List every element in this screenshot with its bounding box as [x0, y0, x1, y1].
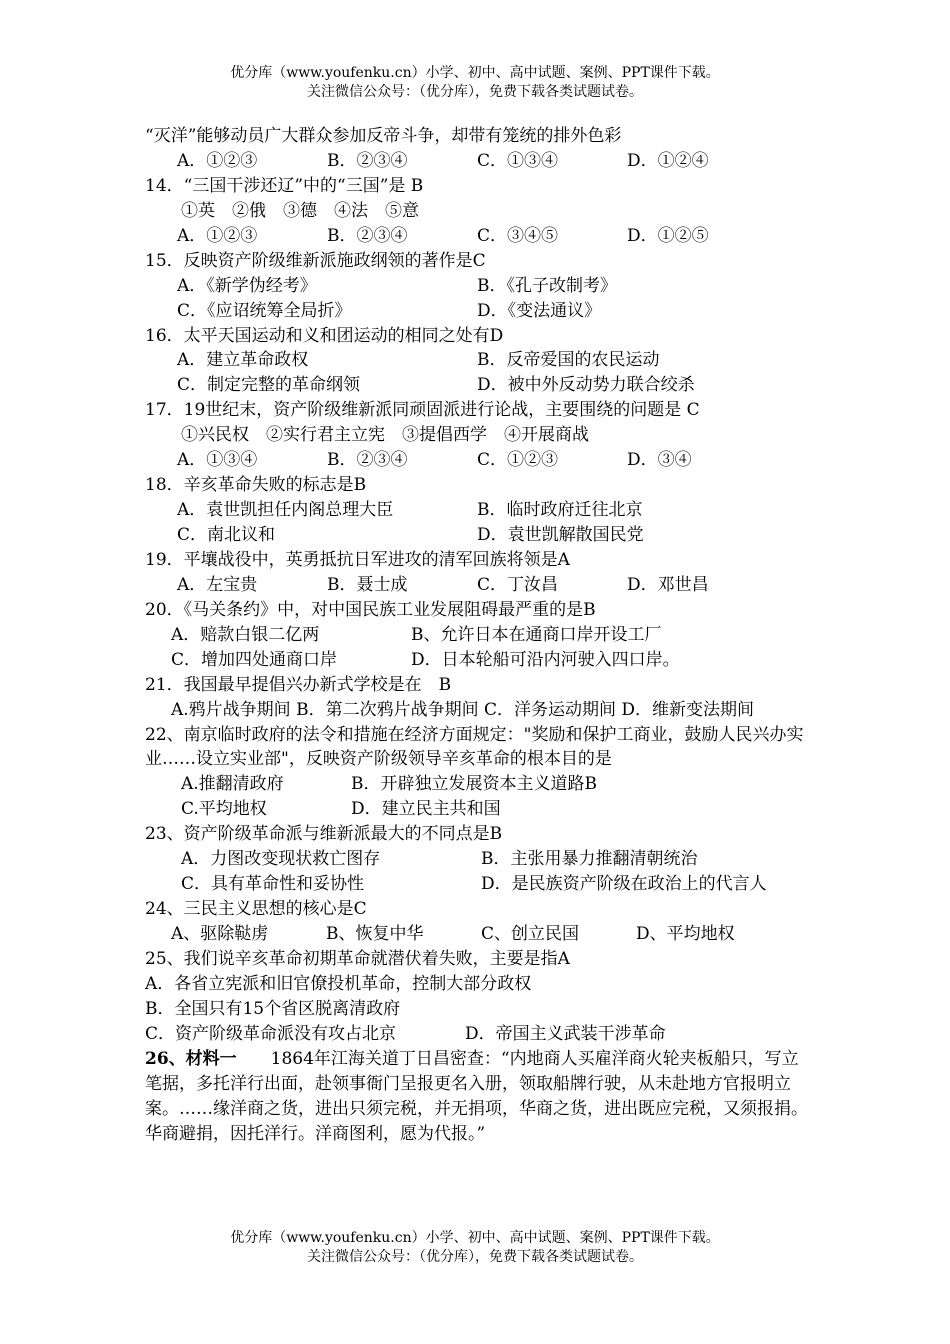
- q14-items: ①英 ②俄 ③德 ④法 ⑤意: [181, 200, 419, 221]
- q25-option-c: C．资产阶级革命派没有攻占北京: [145, 1023, 397, 1044]
- q21-options: A.鸦片战争期间 B．第二次鸦片战争期间 C．洋务运动期间 D．维新变法期间: [171, 699, 755, 720]
- q14-option-c: C．③④⑤: [477, 225, 559, 246]
- page-header: [0, 64, 950, 102]
- q18-option-d: D．袁世凯解散国民党: [477, 525, 644, 545]
- q22-option-d: D．建立民主共和国: [351, 799, 501, 820]
- q18-option-a: A．袁世凯担任内阁总理大臣: [177, 500, 394, 521]
- question-15: 15．反映资产阶级维新派施政纲领的著作是C: [145, 250, 486, 271]
- question-21: 21．我国最早提倡兴办新式学校是在 B: [145, 674, 452, 695]
- question-22: 22、南京临时政府的法令和措施在经济方面规定："奖励和保护工商业，鼓励人民兴办实业……设立实业部"，反映资产阶级领导辛亥革命的根本目的是: [145, 724, 804, 770]
- q13-option-b: B．②③④: [327, 150, 408, 171]
- q13-options: [145, 149, 815, 174]
- q22-option-b: B．开辟独立发展资本主义道路B: [351, 774, 597, 795]
- q17-option-b: B．②③④: [327, 450, 408, 471]
- q15-options-ab: [145, 274, 815, 299]
- q17-option-a: A．①③④: [177, 450, 258, 471]
- q14-options: [145, 224, 815, 249]
- material-text: 1864年江海关道丁日昌密查：“内地商人买雇洋商火轮夹板船只，写立笔据，多托洋行出面，赴领事衙门呈报更名入册，领取船牌行驶，从未赴地方官报明立案。……缘洋商之货，进出只须完税，并无捐项，华商之货，进出既应完税，又须报捐。华商避捐，因托洋行。洋商图利，愿为代报。”: [145, 1048, 808, 1144]
- q24-options: [145, 922, 815, 947]
- footer-line-1: 优分库（www.youfenku.cn）小学、初中、高中试题、案例、PPT课件下载。: [230, 1230, 720, 1246]
- q13-option-d: D．①②④: [627, 150, 709, 171]
- q25-option-b: B．全国只有15个省区脱离清政府: [145, 998, 401, 1019]
- q15-option-a: A．《新学伪经考》: [177, 275, 317, 296]
- q23-option-b: B．主张用暴力推翻清朝统治: [481, 849, 698, 870]
- q22-options-cd: [145, 797, 815, 822]
- q15-option-c: C．《应诏统筹全局折》: [177, 300, 352, 321]
- q25-option-a: A．各省立宪派和旧官僚投机革命，控制大部分政权: [145, 973, 532, 994]
- q15-option-d: D．《变法通议》: [477, 300, 602, 321]
- question-13-tail: “灭洋”能够动员广大群众参加反帝斗争，却带有笼统的排外色彩: [145, 126, 622, 146]
- q25-option-d: D．帝国主义武装干涉革命: [465, 1023, 666, 1044]
- q16-options-ab: [145, 348, 815, 373]
- q17-option-c: C．①②③: [477, 450, 559, 471]
- q16-option-a: A．建立革命政权: [177, 350, 309, 371]
- q19-option-b: B．聂士成: [327, 574, 408, 595]
- q14-option-d: D．①②⑤: [627, 225, 709, 246]
- q18-options-ab: [145, 498, 815, 523]
- document-body: [145, 124, 815, 1147]
- question-23: 23、资产阶级革命派与维新派最大的不同点是B: [145, 824, 503, 845]
- q24-option-d: D、平均地权: [636, 924, 735, 945]
- q15-options-cd: [145, 299, 815, 324]
- footer-line-2: 关注微信公众号：（优分库），免费下载各类试题试卷。: [307, 1249, 643, 1265]
- q18-options-cd: [145, 523, 815, 548]
- question-19: 19．平壤战役中，英勇抵抗日军进攻的清军回族将领是A: [145, 549, 570, 570]
- q20-option-a: A．赔款白银二亿两: [171, 624, 320, 645]
- q20-options-ab: [145, 623, 815, 648]
- material-label: 26、材料一: [145, 1048, 237, 1069]
- q22-option-a: A.推翻清政府: [181, 774, 284, 795]
- question-24: 24、三民主义思想的核心是C: [145, 899, 367, 920]
- q19-options: [145, 573, 815, 598]
- q14-option-b: B．②③④: [327, 225, 408, 246]
- q24-option-b: B、恢复中华: [326, 924, 424, 945]
- q16-option-c: C．制定完整的革命纲领: [177, 375, 361, 396]
- question-16: 16．太平天国运动和义和团运动的相同之处有D: [145, 325, 504, 346]
- q16-option-d: D．被中外反动势力联合绞杀: [477, 375, 695, 396]
- q19-option-c: C．丁汝昌: [477, 574, 559, 595]
- question-20: 20．《马关条约》中，对中国民族工业发展阻碍最严重的是B: [145, 599, 596, 620]
- q20-option-d: D．日本轮船可沿内河驶入四口岸。: [411, 649, 680, 670]
- question-14: 14．“三国干涉还辽”中的“三国”是 B: [145, 175, 424, 196]
- q22-option-c: C.平均地权: [181, 799, 267, 820]
- q20-option-b: B、允许日本在通商口岸开设工厂: [411, 624, 662, 645]
- page-footer: [0, 1229, 950, 1267]
- q23-option-c: C．具有革命性和妥协性: [181, 874, 365, 895]
- q24-option-c: C、创立民国: [481, 924, 580, 945]
- q17-options: [145, 448, 815, 473]
- q18-option-b: B．临时政府迁往北京: [477, 500, 643, 521]
- q13-option-a: A．①②③: [177, 150, 258, 171]
- q19-option-a: A．左宝贵: [177, 574, 258, 595]
- q20-options-cd: [145, 648, 815, 673]
- q17-option-d: D．③④: [627, 450, 692, 471]
- q15-option-b: B．《孔子改制考》: [477, 275, 617, 296]
- q16-option-b: B．反帝爱国的农民运动: [477, 350, 660, 371]
- q19-option-d: D．邓世昌: [627, 574, 709, 595]
- q25-options-cd: [145, 1022, 815, 1047]
- q13-option-c: C．①③④: [477, 150, 559, 171]
- q24-option-a: A、驱除鞑虏: [171, 924, 269, 945]
- q20-option-c: C．增加四处通商口岸: [171, 649, 338, 670]
- q22-options-ab: [145, 772, 815, 797]
- header-line-1: 优分库（www.youfenku.cn）小学、初中、高中试题、案例、PPT课件下载。: [230, 65, 720, 81]
- q23-options-ab: [145, 847, 815, 872]
- q14-option-a: A．①②③: [177, 225, 258, 246]
- question-25: 25、我们说辛亥革命初期革命就潜伏着失败，主要是指A: [145, 948, 570, 969]
- q17-items: ①兴民权 ②实行君主立宪 ③提倡西学 ④开展商战: [181, 425, 589, 446]
- q18-option-c: C．南北议和: [177, 525, 276, 545]
- q23-option-d: D．是民族资产阶级在政治上的代言人: [481, 874, 767, 895]
- question-17: 17．19世纪末，资产阶级维新派同顽固派进行论战，主要围绕的问题是 C: [145, 400, 700, 421]
- header-line-2: 关注微信公众号：（优分库），免费下载各类试题试卷。: [307, 84, 643, 100]
- question-26-material-1: [145, 1047, 815, 1147]
- q23-option-a: A．力图改变现状救亡图存: [181, 849, 381, 870]
- q16-options-cd: [145, 373, 815, 398]
- question-18: 18．辛亥革命失败的标志是B: [145, 475, 367, 496]
- q23-options-cd: [145, 872, 815, 897]
